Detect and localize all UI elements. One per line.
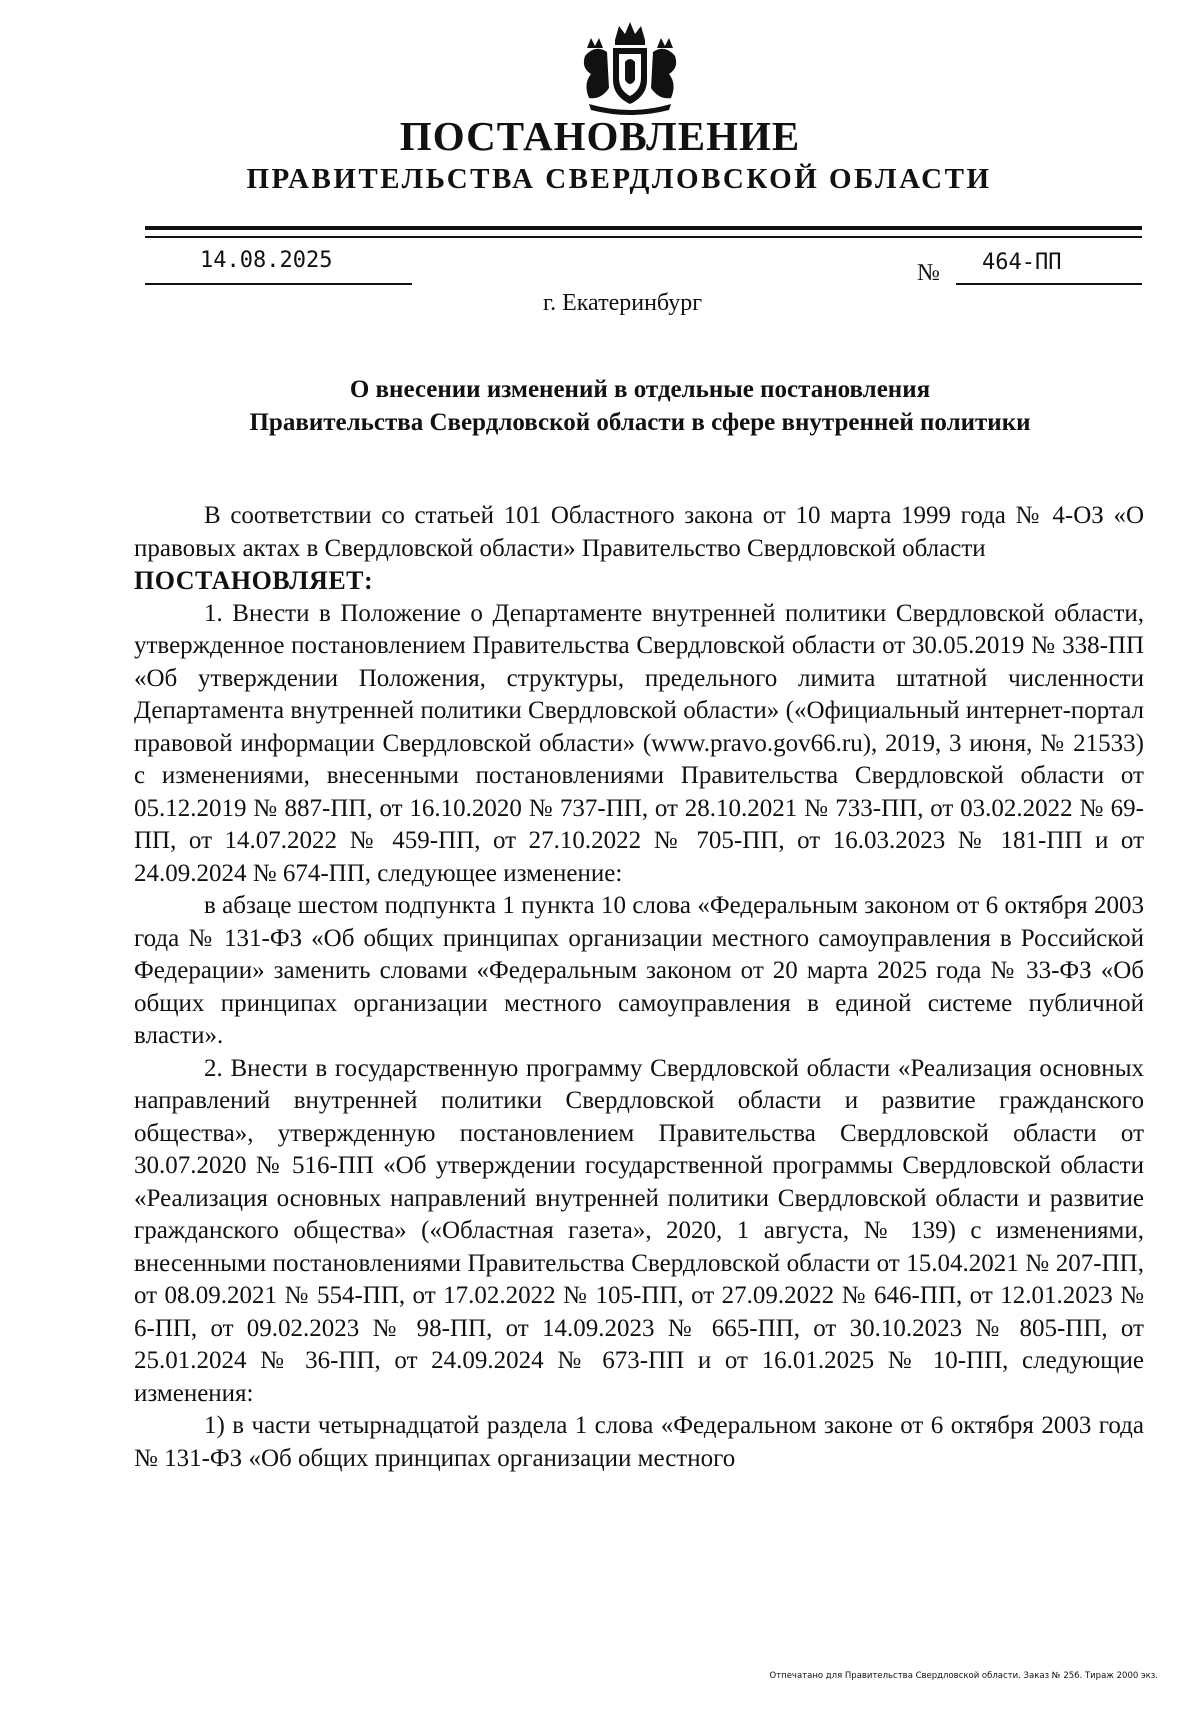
document-heading [135,373,1145,439]
header-divider [145,226,1142,230]
date-underline [145,283,412,285]
header-divider-thin [145,236,1142,238]
city: г. Екатеринбург [542,290,703,316]
item-2-paragraph: 2. Внести в государственную программу Свердловской области «Реализация основных направлений внутренней политики Свердловской области и развитие гражданского общества», утвержденную постановлением Правительства Свердловской области от 30.07.2020 № 516-ПП «Об утверждении государственной программы Свердловской области «Реализация основных направлений внутренней политики Свердловской области и развитие гражданского общества» («Областная газета», 2020, 1 августа, № 139) с изменениями, внесенными постановлениями Правительства Свердловской области от 15.04.2021 № 207-ПП, от 08.09.2021 № 554-ПП, от 17.02.2022 № 105-ПП, от 27.09.2022 № 646-ПП, от 12.01.2023 № 6-ПП, от 09.02.2023 № 98-ПП, от 14.09.2023 № 665-ПП, от 30.10.2023 № 805-ПП, от 25.01.2024 № 36-ПП, от 24.09.2024 № 673-ПП и от 16.01.2025 № 10-ПП, следующие изменения: [134,1054,1144,1407]
number-underline [956,283,1142,285]
item-1-change-paragraph: в абзаце шестом подпункта 1 пункта 10 слова «Федеральным законом от 6 октября 2003 года № 131-ФЗ «Об общих принципах организации местного самоуправления в Российской Федерации» заменить словами «Федеральным законом от 20 марта 2025 года № 33-ФЗ «Об общих принципах организации местного самоуправления в единой системе публичной власти». [134,892,1144,1049]
document-body [134,500,1144,1475]
item-1-paragraph: 1. Внести в Положение о Департаменте внутренней политики Свердловской области, утвержденное постановлением Правительства Свердловской области от 30.05.2019 № 338-ПП «Об утверждении Положения, структуры, предельного лимита штатной численности Департамента внутренней политики Свердловской области» («Официальный интернет-портал правовой информации Свердловской области» (www.pravo.gov66.ru), 2019, 3 июня, № 21533) с изменениями, внесенными постановлениями Правительства Свердловской области от 05.12.2019 № 887-ПП, от 16.10.2020 № 737-ПП, от 28.10.2021 № 733-ПП, от 03.02.2022 № 69-ПП, от 14.07.2022 № 459-ПП, от 27.10.2022 № 705-ПП, от 16.03.2023 № 181-ПП и от 24.09.2024 № 674-ПП, следующее изменение: [134,599,1144,887]
document-date: 14.08.2025 [200,248,333,273]
document-title: ПОСТАНОВЛЕНИЕ [399,113,801,159]
number-sign: № [917,260,940,286]
coat-of-arms-icon [575,18,685,118]
document-number: 464-ПП [982,250,1062,275]
issuing-authority: ПРАВИТЕЛЬСТВА СВЕРДЛОВСКОЙ ОБЛАСТИ [246,163,992,195]
print-note: Отпечатано для Правительства Свердловской области. Заказ № 256. Тираж 2000 экз. [769,1671,1158,1681]
heading-line-1: О внесении изменений в отдельные постановления [349,376,931,403]
decree-word: ПОСТАНОВЛЯЕТ: [134,566,374,595]
heading-line-2: Правительства Свердловской области в сфере внутренней политики [249,409,1031,436]
preamble-paragraph: В соответствии со статьей 101 Областного закона от 10 марта 1999 года № 4-ОЗ «О правовых актах в Свердловской области» Правительство Свердловской области [134,502,1144,562]
item-2-1-paragraph: 1) в части четырнадцатой раздела 1 слова «Федеральном законе от 6 октября 2003 года № 131-ФЗ «Об общих принципах организации местного [134,1412,1144,1472]
